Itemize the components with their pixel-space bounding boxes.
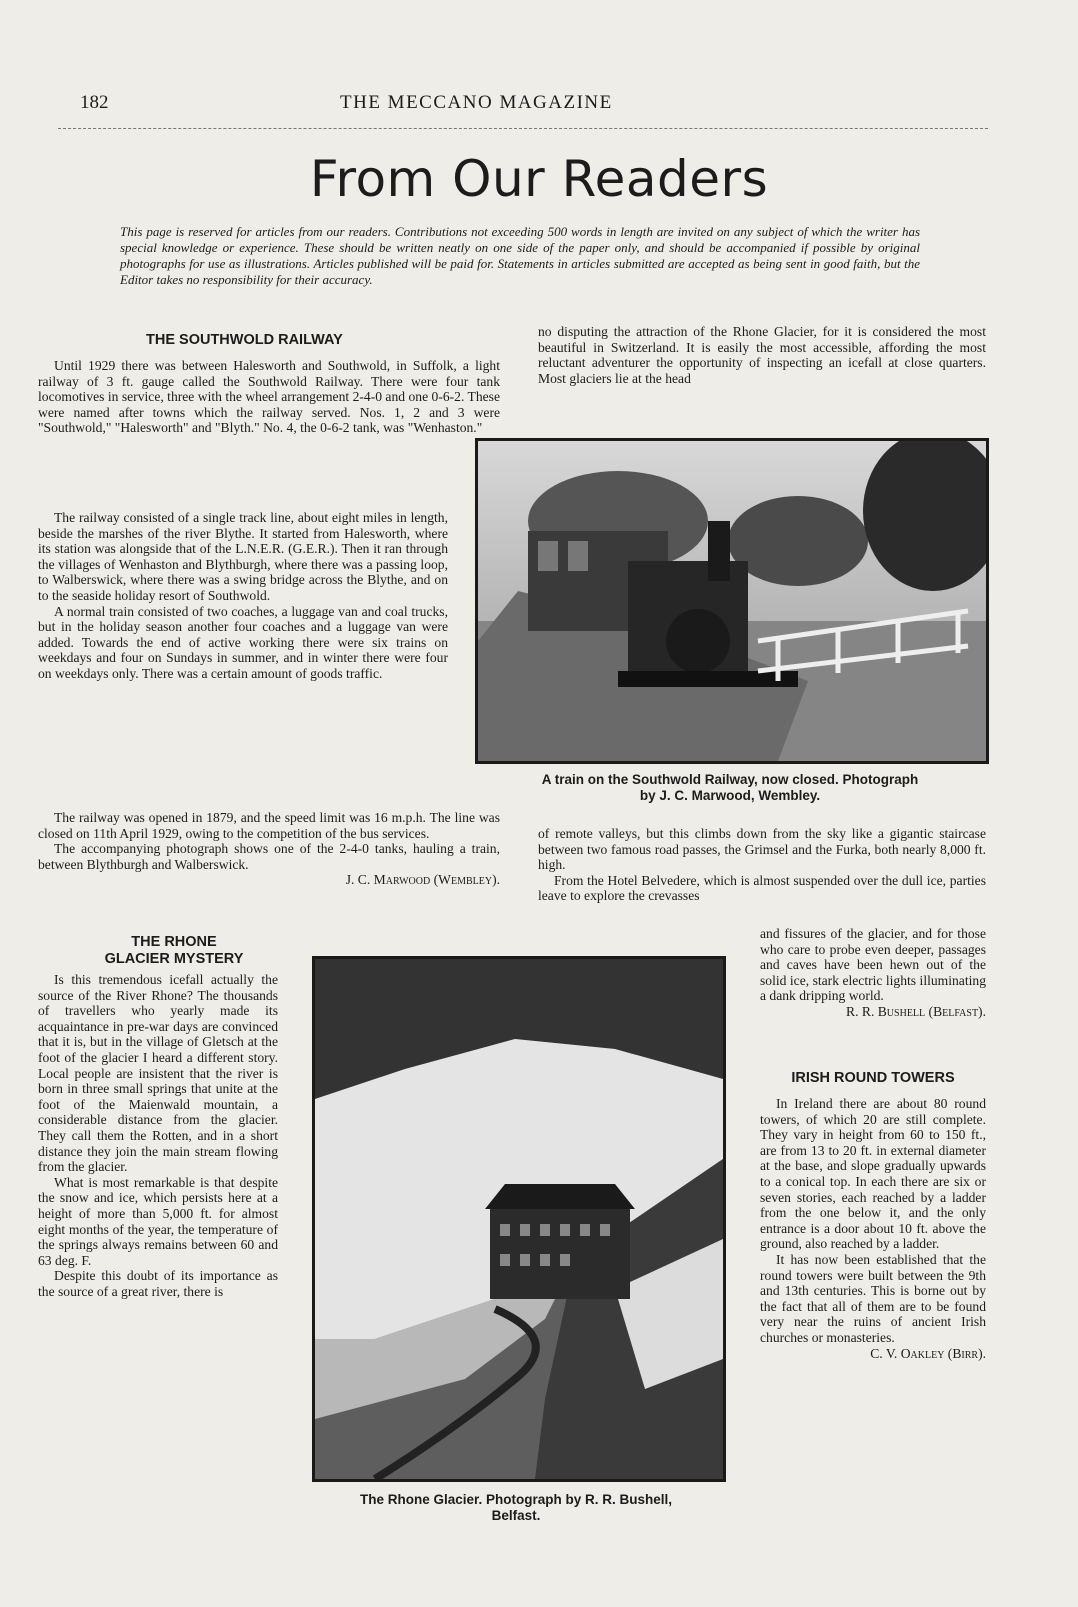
southwold-article-bottom — [38, 810, 500, 888]
glacier-caption-line-1: The Rhone Glacier. Photograph by R. R. Bushell, — [359, 1492, 673, 1507]
glacier-icon — [315, 959, 723, 1479]
train-caption-line-1: A train on the Southwold Railway, now closed. Photograph — [541, 772, 919, 787]
intro-note: This page is reserved for articles from our readers. Contributions not exceeding 500 words in length are invited on any subject of which the writer has special knowledge or experience. These should be written neatly on one side of the paper only, and should be accompanied if possible by original photographs for use as illustrations. Articles published will be paid for. Statements in articles submitted are accepted as being sent in good faith, but the Editor takes no responsibility for their accuracy. — [120, 224, 920, 287]
southwold-para-1: Until 1929 there was between Halesworth and Southwold, in Suffolk, a light railway of 3 ft. gauge called the Southwold Railway. There were four tank locomotives in service, three with the wheel arrangement 2-4-0 and one 0-6-2. These were named after towns which the railway served. Nos. 1, 2 and 3 were "Southwold," "Halesworth" and "Blyth." No. 4, the 0-6-2 tank, was "Wenhaston." — [38, 358, 500, 436]
train-icon — [478, 441, 986, 761]
train-caption — [466, 772, 994, 804]
train-photo — [475, 438, 989, 764]
southwold-article-body — [38, 510, 448, 808]
rhone-heading-line-2: GLACIER MYSTERY — [104, 951, 244, 967]
southwold-heading: THE SOUTHWOLD RAILWAY — [146, 332, 343, 348]
glacier-caption — [300, 1492, 732, 1524]
train-caption-line-2: by J. C. Marwood, Wembley. — [639, 788, 821, 803]
page-number: 182 — [80, 92, 109, 113]
irish-signature: C. V. Oakley (Birr). — [870, 1345, 986, 1361]
irish-article — [760, 1096, 986, 1361]
rhone-cont-3a: From the Hotel Belvedere, which is almost suspended over the dull ice, parties leave to explore the crevasses — [538, 872, 986, 904]
southwold-para-4: The railway was opened in 1879, and the speed limit was 16 m.p.h. The line was closed on 11th April 1929, owing to the competition of the bus services. — [38, 810, 500, 841]
rhone-continued-mid — [538, 826, 986, 904]
magazine-title: THE MECCANO MAGAZINE — [340, 92, 613, 113]
rhone-continued-top: no disputing the attraction of the Rhone Glacier, for it is considered the most beautiful in Switzerland. It is easily the most accessible, affording the most reluctant adventurer the opportunity of inspecting an icefall at close quarters. Most glaciers lie at the head — [538, 324, 986, 386]
rhone-para-3: Despite this doubt of its importance as the source of a great river, there is — [38, 1268, 278, 1299]
glacier-photo — [312, 956, 726, 1482]
rhone-heading — [74, 934, 274, 968]
page-title: From Our Readers — [309, 150, 769, 208]
header-rule — [58, 128, 988, 129]
rhone-cont-2: of remote valleys, but this climbs down from the sky like a gigantic staircase between two famous road passes, the Grimsel and the Furka, both nearly 8,000 ft. high. — [538, 826, 986, 873]
southwold-para-2: The railway consisted of a single track line, about eight miles in length, beside the marshes of the river Blythe. It started from Halesworth, where its station was alongside that of the L.N.E.R. (G.E.R.). Then it ran through the villages of Wenhaston and Blythburgh, where there was a passing loop, to Walberswick, where there was a swing bridge across the Blythe, and on to the seaside holiday resort of Southwold. — [38, 510, 448, 603]
rhone-heading-line-1: THE RHONE — [131, 934, 217, 950]
rhone-para-1: Is this tremendous icefall actually the source of the River Rhone? The thousands of travellers who yearly made its acquaintance in pre-war days are convinced that it is, but in the village of Gletsch at the foot of the glacier I heard a different story. Local people are insistent that the river is born in three small springs that unite at the foot of the Maienwald mountain, a considerable distance from the glacier. They call them the Rotten, and in a short distance they join the main stream flowing from the glacier. — [38, 972, 278, 1175]
southwold-signature: J. C. Marwood (Wembley). — [345, 872, 500, 888]
irish-para-2: It has now been established that the round towers were built between the 9th and 13th centuries. This is borne out by the fact that all of them are to be found very near the ruins of ancient Irish churches or monasteries. — [760, 1251, 986, 1345]
irish-heading: IRISH ROUND TOWERS — [791, 1070, 955, 1086]
rhone-signature: R. R. Bushell (Belfast). — [846, 1003, 986, 1019]
irish-para-1: In Ireland there are about 80 round towers, of which 20 are still complete. They vary in height from 60 to 150 ft., are from 13 to 20 ft. in external diameter at the base, and slope gradually upwards to a conical top. In each there are six or seven stories, each reached by a ladder from the one below it, and the only entrance is a door about 10 ft. above the ground, also reached by a ladder. — [760, 1096, 986, 1252]
rhone-cont-3b: and fissures of the glacier, and for those who care to probe even deeper, passages and caves have been hewn out of the solid ice, stark electric lights illuminating a dank dripping world. — [760, 926, 986, 1004]
glacier-caption-line-2: Belfast. — [491, 1508, 541, 1523]
southwold-para-5: The accompanying photograph shows one of the 2-4-0 tanks, hauling a train, between Blythburgh and Walberswick. — [38, 841, 500, 872]
rhone-para-2: What is most remarkable is that despite the snow and ice, which persists here at a height of more than 5,000 ft. for almost eight months of the year, the temperature of the springs always remains between 60 and 63 deg. F. — [38, 1174, 278, 1268]
southwold-para-3: A normal train consisted of two coaches, a luggage van and coal trucks, but in the holiday season another four coaches and a luggage van were added. Towards the end of active working there were six trains on weekdays and four on Sundays in summer, and in winter there were four on weekdays only. There was a certain amount of goods traffic. — [38, 603, 448, 681]
southwold-article-top — [38, 358, 500, 436]
rhone-article — [38, 972, 278, 1299]
rhone-continued-bottom — [760, 926, 986, 1020]
